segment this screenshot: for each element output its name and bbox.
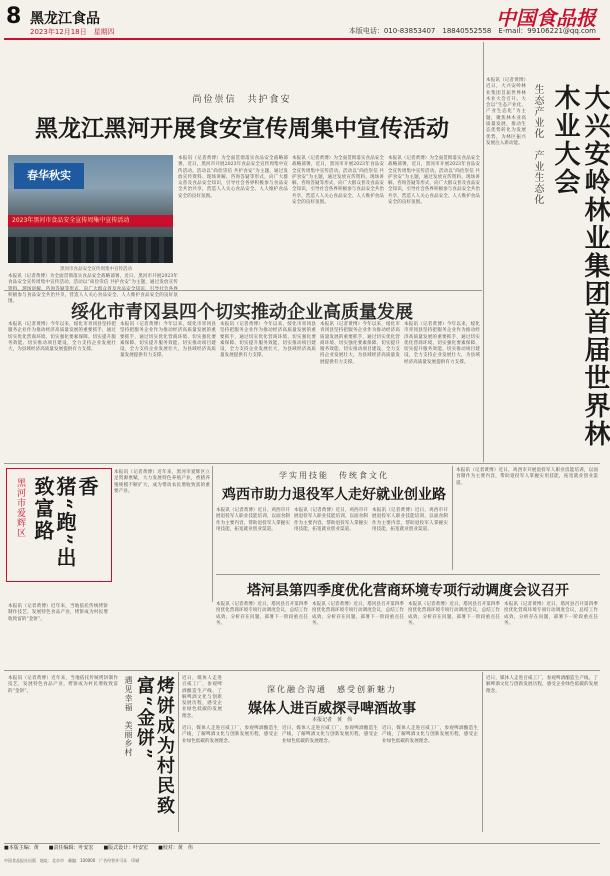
publisher-info: 中国食品报社出版 地址：北京市 邮编：100000 广告经营许可证 印刷 xyxy=(4,858,140,863)
section-title: 黑龙江食品 xyxy=(30,11,100,27)
fourth-headline: 塔河县第四季度优化营商环境专项行动调度会议召开 xyxy=(247,583,569,599)
bottom-mid-byline: 本报记者 黄 伟 xyxy=(311,717,352,723)
second-headline: 绥化市青冈县四个切实推动企业高质量发展 xyxy=(71,302,413,323)
second-body-col3: 本报讯（记者黄博）今年以来，绥化市青冈县坚持把服务企业作为推动经济高质量发展的重要抓手，通过切实优化营商环境、切实强化要素保障、切实提升服务效能、切实推动项目建设，全力支持企业发展壮大，为县域经济高质量发展提供有力支撑。 xyxy=(220,322,316,359)
lead-headline: 黑龙江黑河开展食安宣传周集中宣传活动 xyxy=(35,115,449,142)
side-body-col1: 本报讯（记者黄博）近日，大兴安岭林业集团首届世界林木业大会召开。大会以“生态产业化、产业生态化”为主题，聚焦林木业高质量发展，推动生态优势转化为发展优势，为林区振兴发展注入新动能。 xyxy=(486,78,526,146)
divider xyxy=(4,463,600,464)
newspaper-logo: 中国食品报 xyxy=(496,6,596,30)
lead-body-col3: 本报讯（记者黄博）为全面贯彻落实食品安全战略部署，近日，黑河市开展2023年食品安全宣传周集中宣传活动。活动以“尚俭崇信 共护食安”为主题，通过发放宣传资料、现场讲解、咨询答疑等形式，向广大群众普及食品安全知识，引导社会各界积极参与食品安全共治共享，营造人人关心食品安全、人人维护食品安全的良好氛围。 xyxy=(388,156,480,206)
page-number: 8 xyxy=(6,4,22,29)
divider xyxy=(216,574,600,575)
divider xyxy=(483,42,484,462)
bottom-mid-headline: 媒体人进百威探寻啤酒故事 xyxy=(248,701,416,717)
third-kicker: 学实用技能 传统食文化 xyxy=(279,471,389,480)
fourth-body-col4: 本报讯（记者黄博）近日，塔河县召开第四季度优化营商环境专项行动调度会议，总结工作成效，分析存在问题，部署下一阶段重点任务。 xyxy=(504,602,598,626)
bottom-mid-body-col1: 近日，媒体人走进百威工厂，参观啤酒酿造生产线，了解啤酒文化与创新发展历程，感受企业绿色低碳的发展理念。 xyxy=(182,726,278,744)
photo-banner: 2023年黑河市食品安全宣传周集中宣传活动 xyxy=(8,215,173,227)
lead-body-col2: 本报讯（记者黄博）为全面贯彻落实食品安全战略部署，近日，黑河市开展2023年食品安全宣传周集中宣传活动。活动以“尚俭崇信 共护食安”为主题，通过发放宣传资料、现场讲解、咨询答疑等形式，向广大群众普及食品安全知识，引导社会各界积极参与食品安全共治共享，营造人人关心食品安全、人人维护食品安全的良好氛围。 xyxy=(292,156,384,206)
side-headline: 大兴安岭林业集团首届世界林木业大会 xyxy=(550,84,610,448)
bottom-left-kicker: 遇见幸福 美丽乡村 xyxy=(124,676,133,757)
header-rule xyxy=(4,38,600,40)
issue-date: 2023年12月18日 星期四 xyxy=(30,28,115,36)
divider xyxy=(212,466,213,602)
second-body-col1: 本报讯（记者黄博）今年以来，绥化市青冈县坚持把服务企业作为推动经济高质量发展的重要抓手，通过切实优化营商环境、切实强化要素保障、切实提升服务效能、切实推动项目建设，全力支持企业发展壮大，为县域经济高质量发展提供有力支撑。 xyxy=(8,322,116,353)
third-body-col2: 本报讯（记者黄博）近日，鸡西市开展退役军人职业技能培训，以面食制作为主要内容，帮助退役军人掌握实用技能，拓宽就业创业渠道。 xyxy=(294,508,368,532)
divider xyxy=(4,290,482,291)
boxed-kicker: 黑河市爱辉区 xyxy=(15,478,25,538)
lead-kicker: 尚俭崇信 共护食安 xyxy=(192,95,292,105)
bottom-mid-kicker: 深化融合沟通 感受创新魅力 xyxy=(267,685,397,694)
lead-photo-caption: 黑河市食品安全宣传周集中宣传活动 xyxy=(60,267,132,272)
fourth-body-col1: 本报讯（记者黄博）近日，塔河县召开第四季度优化营商环境专项行动调度会议，总结工作成效，分析存在问题，部署下一阶段重点任务。 xyxy=(216,602,308,626)
boxed-headline: 香猪“跑”出致富路 xyxy=(31,476,99,570)
fourth-body-col3: 本报讯（记者黄博）近日，塔河县召开第四季度优化营商环境专项行动调度会议，总结工作成效，分析存在问题，部署下一阶段重点任务。 xyxy=(408,602,500,626)
fourth-body-col2: 本报讯（记者黄博）近日，塔河县召开第四季度优化营商环境专项行动调度会议，总结工作成效，分析存在问题，部署下一阶段重点任务。 xyxy=(312,602,404,626)
boxed-body-col1: 本报讯（记者黄博）近年来，黑河市爱辉区立足资源禀赋，大力发展特色养殖产业，香猪养殖规模不断扩大，成为带动农民增收致富的重要产业。 xyxy=(114,470,210,494)
second-body-col4: 本报讯（记者黄博）今年以来，绥化市青冈县坚持把服务企业作为推动经济高质量发展的重要抓手，通过切实优化营商环境、切实强化要素保障、切实提升服务效能、切实推动项目建设，全力支持企业发展壮大，为县域经济高质量发展提供有力支撑。 xyxy=(320,322,400,365)
photo-sign: 春华秋实 xyxy=(14,163,84,189)
contact-info: 本版电话：010-83853407 18840552558 E-mail：99106221@qq.com xyxy=(348,27,596,35)
photo-crowd xyxy=(8,237,173,263)
bottom-left-headline: 烤饼成为村民致富“金饼” xyxy=(134,676,175,816)
bottom-mid-body-col4: 近日，媒体人走进百威工厂，参观啤酒酿造生产线，了解啤酒文化与创新发展历程，感受企业绿色低碳的发展理念。 xyxy=(486,676,598,694)
bottom-mid-body-col3: 近日，媒体人走进百威工厂，参观啤酒酿造生产线，了解啤酒文化与创新发展历程，感受企业绿色低碳的发展理念。 xyxy=(382,726,478,744)
divider xyxy=(482,672,483,832)
divider xyxy=(178,672,179,832)
lead-body-col0: 本报讯（记者黄博）为全面贯彻落实食品安全战略部署，近日，黑河市开展2023年食品安全宣传周集中宣传活动。活动以“尚俭崇信 共护食安”为主题，通过发放宣传 积极参与食品安全共治共享，营造人人关心食品安全、人人维护食品安全的良好氛围。 xyxy=(8,274,178,305)
bottom-mid-body-col2: 近日，媒体人走进百威工厂，参观啤酒酿造生产线，了解啤酒文化与创新发展历程，感受企业绿色低碳的发展理念。 xyxy=(282,726,378,744)
bottom-left-body-col2: 本报讯（记者黄博）近年来，当地依托传统烤饼制作技艺，发展特色食品产业，烤饼成为村民增收致富的“金饼”。 xyxy=(8,676,118,694)
second-body-col5: 本报讯（记者黄博）今年以来，绥化市青冈县坚持把服务企业作为推动经济高质量发展的重要抓手，通过切实优化营商环境、切实强化要素保障、切实提升服务效能、切实推动项目建设，全力支持企业发展壮大，为县域经济高质量发展提供有力支撑。 xyxy=(404,322,480,365)
third-body-col4: 本报讯（记者黄博）近日，鸡西市开展退役军人职业技能培训，以面食制作为主要内容，帮助退役军人掌握实用技能，拓宽就业创业渠道。 xyxy=(456,468,598,486)
lead-body-col1: 本报讯（记者黄博）为全面贯彻落实食品安全战略部署，近日，黑河市开展2023年食品安全宣传周集中宣传活动。活动以“尚俭崇信 共护食安”为主题，通过发放宣传资料、现场讲解、咨询答疑等形式，向广大群众普及食品安全知识，引导社会各界积极参与食品安全共治共享，营造人人关心食品安全、人人维护食品安全的良好氛围。 xyxy=(178,156,288,199)
bottom-mid-body-col0: 近日，媒体人走进百威工厂，参观啤酒酿造生产线，了解啤酒文化与创新发展历程，感受企业绿色低碳的发展理念。 xyxy=(182,676,222,719)
third-body-col3: 本报讯（记者黄博）近日，鸡西市开展退役军人职业技能培训，以面食制作为主要内容，帮助退役军人掌握实用技能，拓宽就业创业渠道。 xyxy=(372,508,448,532)
bottom-left-body-col1: 本报讯（记者黄博）近年来，当地依托传统烤饼制作技艺，发展特色食品产业，烤饼成为村民增收致富的“金饼”。 xyxy=(8,604,108,622)
editor-credits: ■本版主编：黄 ■责任编辑：叶安宏 ■版式设计：叶安宏 ■校对：黄 伟 xyxy=(4,843,600,852)
divider xyxy=(452,466,453,570)
third-headline: 鸡西市助力退役军人走好就业创业路 xyxy=(222,487,446,503)
third-body-col1: 本报讯（记者黄博）近日，鸡西市开展退役军人职业技能培训，以面食制作为主要内容，帮助退役军人掌握实用技能，拓宽就业创业渠道。 xyxy=(216,508,290,532)
second-body-col2: 本报讯（记者黄博）今年以来，绥化市青冈县坚持把服务企业作为推动经济高质量发展的重要抓手，通过切实优化营商环境、切实强化要素保障、切实提升服务效能、切实推动项目建设，全力支持企业发展壮大，为县域经济高质量发展提供有力支撑。 xyxy=(120,322,216,359)
lead-photo xyxy=(8,155,173,263)
side-kicker: 生态产业化 产业生态化 xyxy=(532,84,543,205)
